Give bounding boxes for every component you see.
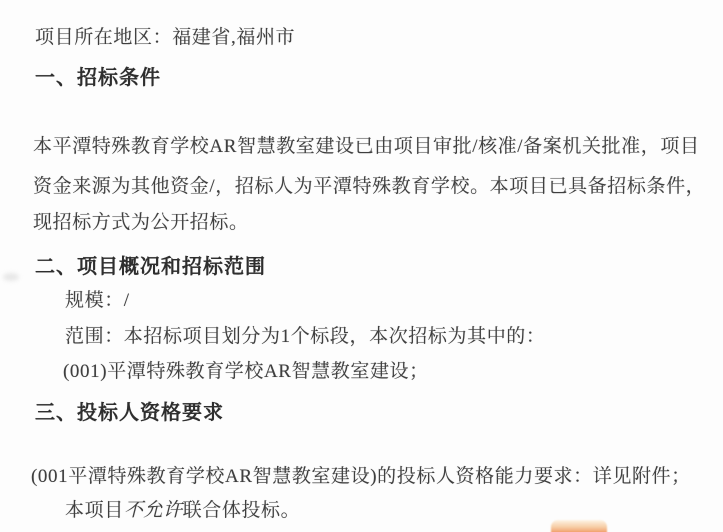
section-heading-bidder-qualification: 三、投标人资格要求 xyxy=(35,402,224,424)
qualification-requirement-line: (001平潭特殊教育学校AR智慧教室建设)的投标人资格能力要求：详见附件； xyxy=(31,466,691,487)
bottom-right-partial-stamp xyxy=(551,520,607,532)
bidding-conditions-paragraph-line: 资金来源为其他资金/，招标人为平潭特殊教育学校。本项目已具备招标条件， xyxy=(33,176,706,197)
bidding-scope-line: 范围：本招标项目划分为1个标段，本次招标为其中的： xyxy=(65,326,546,347)
bidding-conditions-paragraph-line: 本平潭特殊教育学校AR智慧教室建设已由项目审批/核准/备案机关批准，项目 xyxy=(33,136,700,157)
section-heading-bidding-conditions: 一、招标条件 xyxy=(35,67,161,89)
bid-lot-line: (001)平潭特殊教育学校AR智慧教室建设； xyxy=(63,361,429,382)
project-scale-line: 规模：/ xyxy=(65,290,130,311)
section-heading-project-overview: 二、项目概况和招标范围 xyxy=(35,256,266,278)
joint-venture-emphasis: 不允许 xyxy=(123,500,183,521)
joint-venture-line xyxy=(65,500,300,523)
scan-artifact-smudge xyxy=(3,273,19,281)
bidding-conditions-paragraph-line: 现招标方式为公开招标。 xyxy=(33,212,249,233)
project-location-line: 项目所在地区：福建省,福州市 xyxy=(35,27,296,48)
joint-venture-prefix: 本项目 xyxy=(65,500,124,521)
joint-venture-suffix: 联合体投标。 xyxy=(182,500,301,521)
